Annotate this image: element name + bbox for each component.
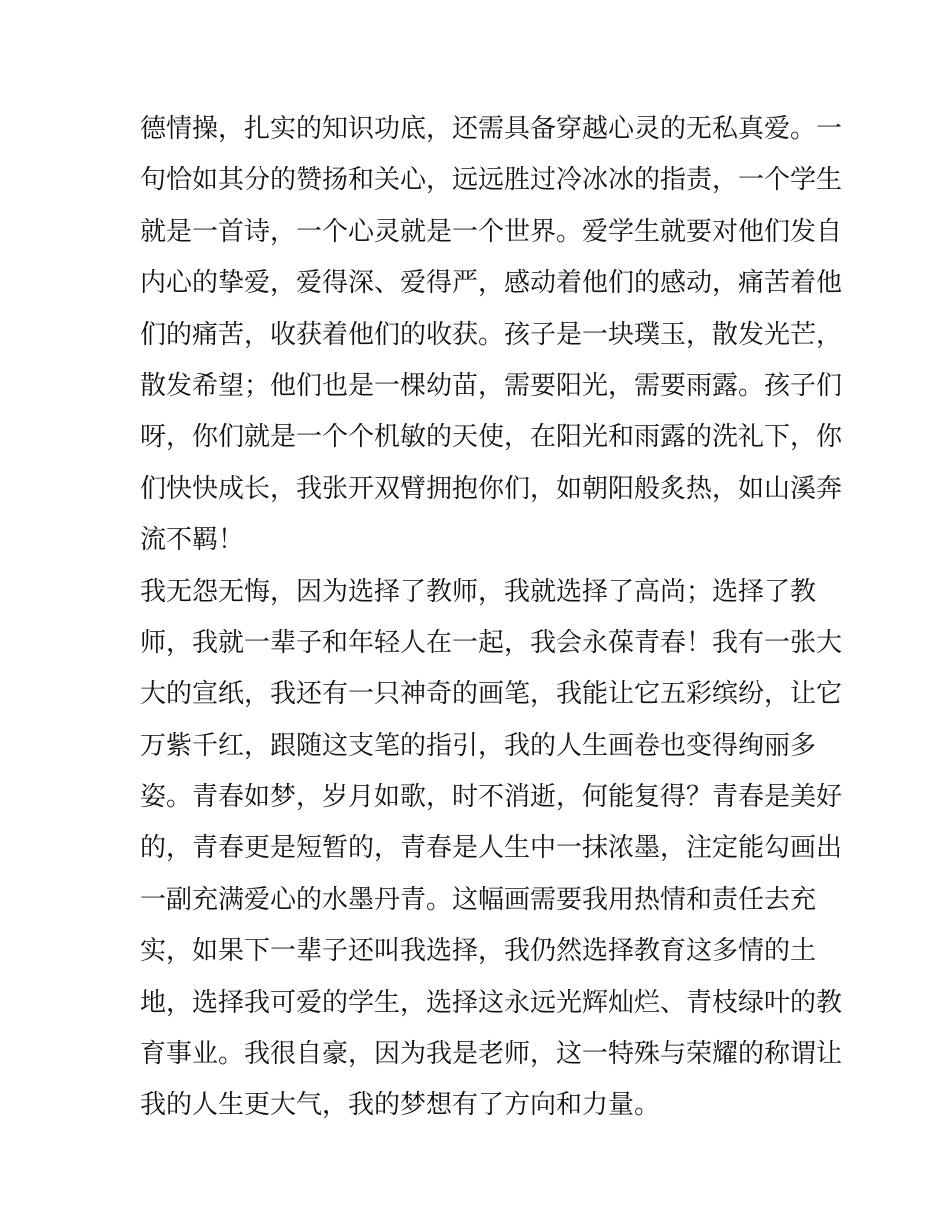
text-line: 内心的挚爱，爱得深、爱得严，感动着他们的感动，痛苦着他 [140,268,843,299]
text-line: 们的痛苦，收获着他们的收获。孩子是一块璞玉，散发光芒， [140,319,843,350]
text-line: 师，我就一辈子和年轻人在一起，我会永葆青春！我有一张大 [140,627,843,658]
text-line: 句恰如其分的赞扬和关心，远远胜过冷冰冰的指责，一个学生 [140,165,843,196]
text-line: 德情操，扎实的知识功底，还需具备穿越心灵的无私真爱。一 [140,114,843,144]
text-line: 一副充满爱心的水墨丹青。这幅画需要我用热情和责任去充 [140,884,817,915]
text-line: 实，如果下一辈子还叫我选择，我仍然选择教育这多情的土 [140,936,817,967]
text-line: 地，选择我可爱的学生，选择这永远光辉灿烂、青枝绿叶的教 [140,987,843,1018]
body-text [140,104,843,1132]
text-line: 们快快成长，我张开双臂拥抱你们，如朝阳般炙热，如山溪奔 [140,473,843,504]
text-line: 流不羁！ [140,525,245,556]
text-line: 姿。青春如梦，岁月如歌，时不消逝，何能复得？青春是美好 [140,782,843,813]
text-line: 育事业。我很自豪，因为我是老师，这一特殊与荣耀的称谓让 [140,1039,843,1070]
text-line: 大的宣纸，我还有一只神奇的画笔，我能让它五彩缤纷，让它 [140,679,843,710]
text-line: 我无怨无悔，因为选择了教师，我就选择了高尚；选择了教 [140,576,817,607]
text-line: 呀，你们就是一个个机敏的天使，在阳光和雨露的洗礼下，你 [140,422,843,453]
text-line: 的，青春更是短暂的，青春是人生中一抹浓墨，注定能勾画出 [140,833,843,864]
text-line: 我的人生更大气，我的梦想有了方向和力量。 [140,1090,661,1121]
text-line: 散发希望；他们也是一棵幼苗，需要阳光，需要雨露。孩子们 [140,370,843,401]
text-line: 就是一首诗，一个心灵就是一个世界。爱学生就要对他们发自 [140,216,843,247]
text-line: 万紫千红，跟随这支笔的指引，我的人生画卷也变得绚丽多 [140,730,817,761]
